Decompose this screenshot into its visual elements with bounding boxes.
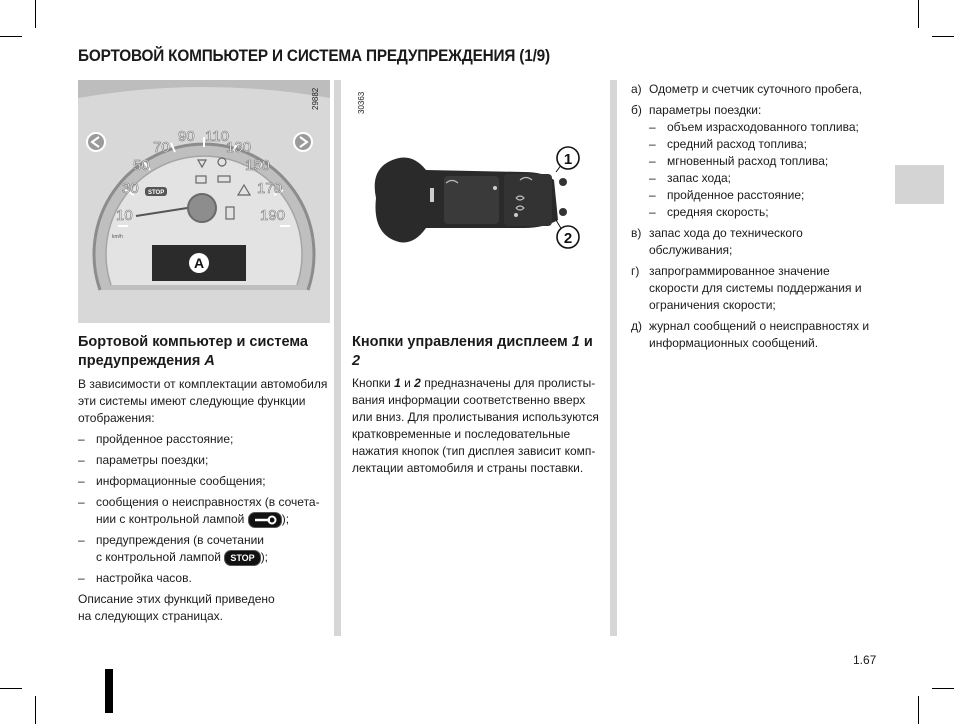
sublist-item: – объем израсходованного топлива; <box>649 120 859 134</box>
column-divider <box>334 80 341 636</box>
wrench-icon <box>248 512 282 528</box>
instrument-cluster-figure <box>78 80 330 323</box>
outro-paragraph: Описание этих функций приведено на следующих страницах. <box>78 592 275 623</box>
svg-text:130: 130 <box>226 139 252 156</box>
sublist-item: – средняя скорость; <box>649 205 769 219</box>
figure-code: 30363 <box>357 91 366 114</box>
stop-warning-icon: STOP <box>224 550 260 566</box>
list-item: – пройденное расстояние; <box>78 432 234 446</box>
svg-text:150: 150 <box>245 157 271 174</box>
svg-text:170: 170 <box>257 180 283 197</box>
function-list <box>78 431 330 587</box>
callout-2: 2 <box>563 230 573 247</box>
svg-text:STOP: STOP <box>148 190 165 196</box>
crop-mark <box>932 36 954 37</box>
list-item: – предупреждения (в сочетании с контрольной лампой STOP ); <box>78 533 269 564</box>
gauge-label: 10 <box>116 207 133 224</box>
binding-bar <box>105 669 113 713</box>
page-title: БОРТОВОЙ КОМПЬЮТЕР И СИСТЕМА ПРЕДУПРЕЖДЕНИЯ (1/9) <box>78 47 550 65</box>
crop-mark <box>932 688 954 689</box>
control-stalk-illustration <box>344 80 606 323</box>
svg-text:30: 30 <box>122 180 139 197</box>
sublist-item: – средний расход топлива; <box>649 137 807 151</box>
section-heading: Кнопки управления дисплеем 1 и 2 <box>352 334 593 369</box>
svg-text:190: 190 <box>260 207 286 224</box>
callout-a: A <box>193 255 205 271</box>
crop-mark <box>35 0 36 28</box>
sublist-item: – мгновенный расход топлива; <box>649 154 829 168</box>
list-item: г) запрограммированное значение скорости для системы поддержания и ограничения скорости; <box>631 264 862 312</box>
crop-mark <box>918 696 919 724</box>
intro-paragraph: В зависимости от комплектации автомобиля эти системы имеют следующие функции отображения: <box>78 377 328 425</box>
svg-text:70: 70 <box>153 139 170 156</box>
list-item: – настройка часов. <box>78 571 192 585</box>
trip-parameters-sublist <box>649 119 881 221</box>
svg-text:50: 50 <box>133 157 150 174</box>
column-divider <box>610 80 617 636</box>
list-item: – параметры поездки; <box>78 453 209 467</box>
sublist-item: – пройденное расстояние; <box>649 188 805 202</box>
crop-mark <box>0 36 22 37</box>
list-item: в) запас хода до технического обслуживания; <box>631 226 803 257</box>
page-number: 1.67 <box>853 653 877 667</box>
list-item: а) Одометр и счетчик суточного пробега, <box>631 82 863 96</box>
crop-mark <box>35 696 36 724</box>
crop-mark <box>918 0 919 28</box>
sublist-item: – запас хода; <box>649 171 731 185</box>
stalk-figure <box>344 80 606 323</box>
column-3 <box>631 81 881 356</box>
svg-text:110: 110 <box>205 128 229 145</box>
list-item: – информационные сообщения; <box>78 474 266 488</box>
instrument-cluster-illustration <box>78 80 330 323</box>
list-item: д) журнал сообщений о неисправностях и информационных сообщений. <box>631 319 870 350</box>
svg-text:km/h: km/h <box>112 234 123 240</box>
list-item: б) параметры поездки: – объем израсходованного топлива; – средний расход топлива; – мгновенный расход топлива; – запас хода; – пройденное расстояние; – средняя скорость; <box>631 102 881 221</box>
callout-1: 1 <box>563 151 573 168</box>
section-heading: Бортовой компьютер и система предупреждения A <box>78 334 308 369</box>
crop-mark <box>0 688 22 689</box>
column-2 <box>352 333 604 477</box>
svg-text:90: 90 <box>178 128 195 145</box>
buttons-paragraph: Кнопки 1 и 2 предназначены для пролисты-вания информации соответственно вверх или вниз. Для пролистывания используются кратковременные и последовательные нажатия кнопок (тип дисплея зависит комп-лектации автомобиля и страны поставки. <box>352 376 599 475</box>
section-tab <box>895 165 944 204</box>
display-modes-list <box>631 81 881 352</box>
figure-code: 29882 <box>311 87 320 110</box>
column-1 <box>78 333 330 625</box>
list-item: – сообщения о неисправностях (в сочета- нии с контрольной лампой ); <box>78 495 320 526</box>
